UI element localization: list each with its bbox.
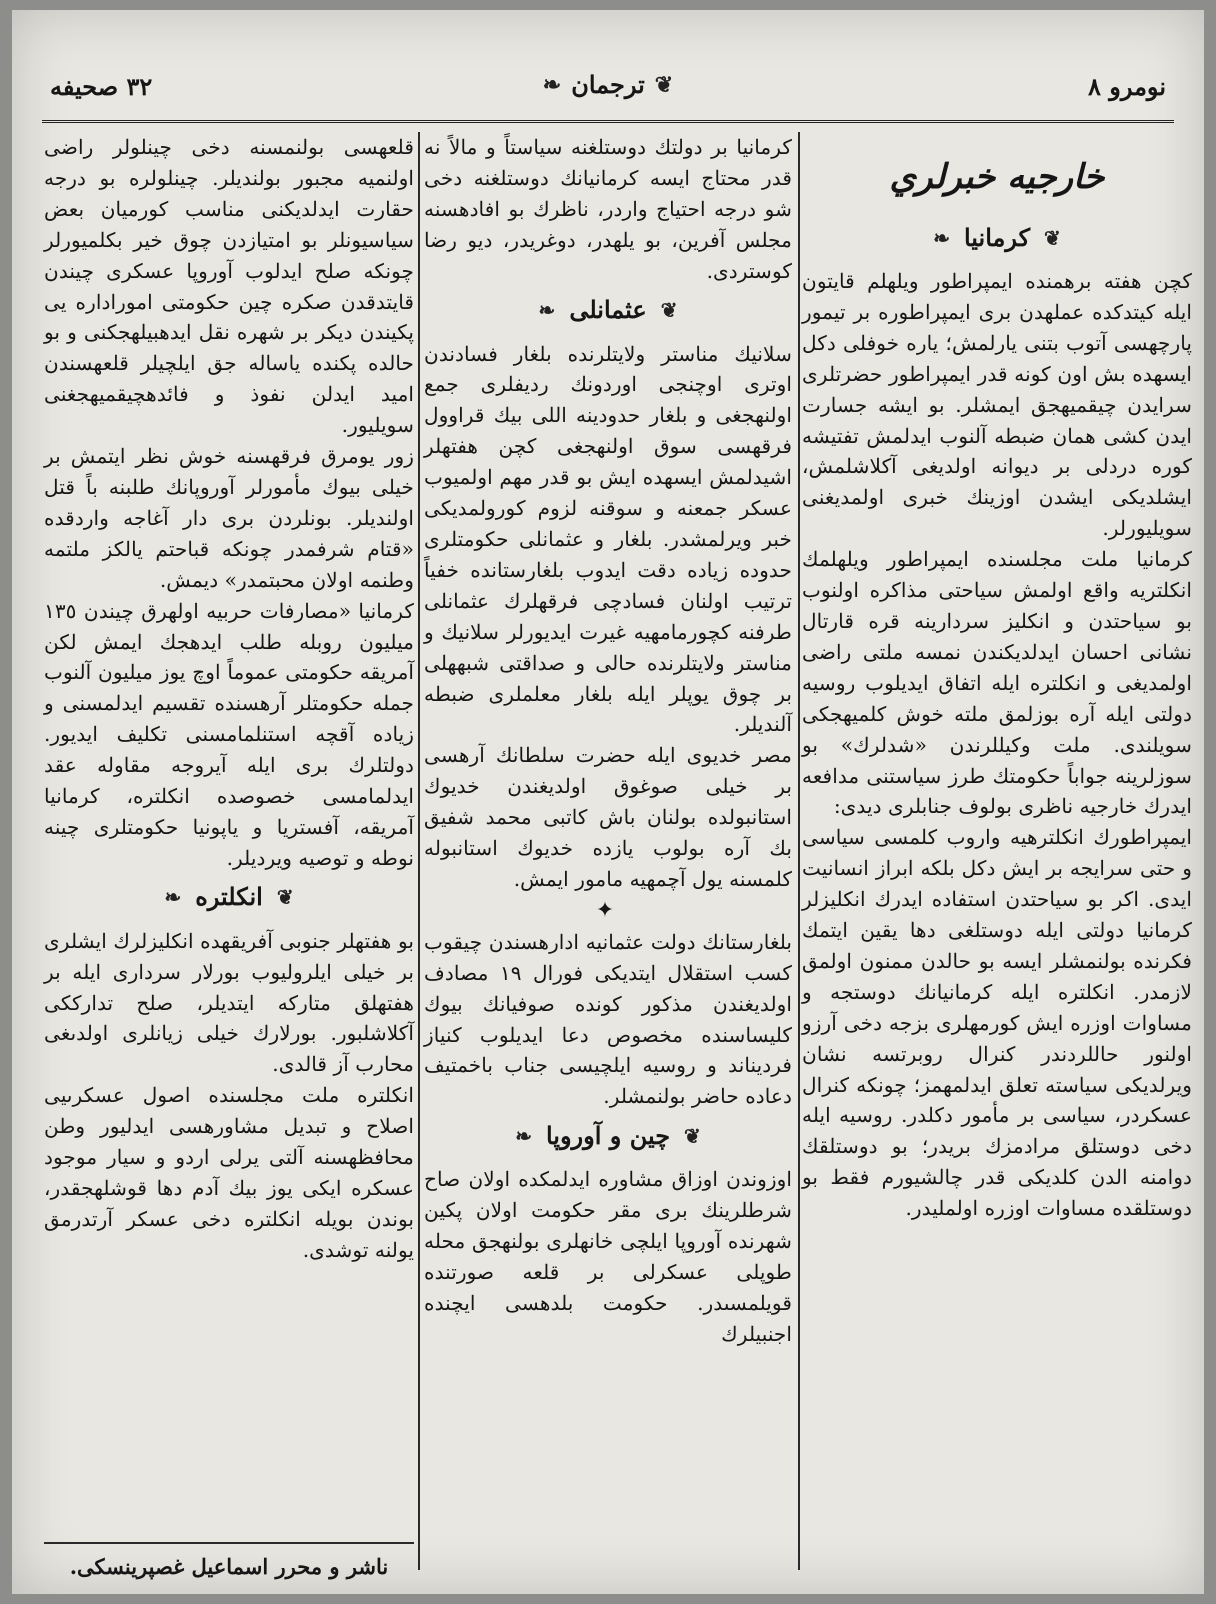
column-right [802,132,1192,1224]
column-middle [424,132,792,1350]
column-divider [418,132,420,1570]
article-paragraph: كچن هفته برهمنده ايمپراطور ويلهلم قايتون ايله كيتدكده عملهدن برى ايمپراطوره بر تيمور پارچهسى آتوب بتنى يارلمش؛ ياره خوفلى دكل ايسهده بش اون كونه قدر ايمپراطور حضرتلرى سرايدن چيقميهجق ايمشلر. بو ايشه جسارت ايدن كشى همان ضبطه آلنوب ايدلمش تفتيشه كوره دردلى بر ديوانه اولديغى آكلاشلمش، ايشلديكى ايشدن اوزينك خبرى اولمديغنى سويليورلر. [802,269,1192,541]
section-heading-china [424,1114,792,1158]
section-heading-germany [802,216,1192,260]
publisher-line: ناشر و محرر اسماعيل غصپرينسكى. [44,1542,414,1579]
section-heading-label: كرمانيا [963,222,1031,252]
section-heading-label: انكلتره [195,882,263,912]
article-paragraph: قلعهسى بولنمسنه دخى چينلولر راضى اولنميه مجبور بولنديلر. چينلولره بو درجه حقارت ايدلديكنى مناسب كورميان بعض سياسيونلر بو امتيازدن چوق خير بكلميورلر چونكه صلح ايدلوب آوروپا عسكرى چيندن قايتدقدن صكره چين حكومتى اموراداره يى پكيندن ديكر بر شهره نقل ايدهبيلهجكنى و بو حالده پكنده ياساله جق ايلچيلر قلعهسندن اميد ايدلن نفوذ و فائدهچيقميهجغنى سويليور. [44,135,414,438]
ornament-icon: ❧ [164,885,182,910]
ornament-icon: ❦ [660,298,678,323]
issue-number: نومرو ٨ [1087,72,1166,101]
section-heading-label: عثمانلى [569,295,647,325]
article-paragraph: مصر خديوى ايله حضرت سلطانك آرهسى بر خيلى صوغوق اولديغندن خديوك استانبولده بولنان باش كاتبى محمد شفيق بك آره بولوب يازده خديوك استانبوله كلمسنه يول آچمهيه مامور ايمش. [424,743,792,891]
separator-ornament: ✦ [595,897,621,923]
section-heading-england [44,876,414,920]
ornament-icon: ❧ [542,71,562,98]
article-paragraph: سلانيك مناستر ولايتلرنده بلغار فسادندن اوترى اوچنجى اوردونك رديفلرى جمع اولنهجغى و بلغار حدودينه اللى بيك قراوول فرقهسى سوق اولنهجغى كچن هفتهلر اشيدلمش ايسهده ايش بو قدر مهم اولميوب عسكر جمعنه و سوقنه لزوم كورولمديكى خبر ويرلمشدر. بلغار و عثمانلى حكومتلرى حدوده زياده دقت ايدوب بلغارستانده خفياً ترتيب اولنان فسادچى فرقهلرك عثمانلى طرفنه كچورمامهيه غيرت ايديورلر سلانيك و مناستر ولايتلرنده حالى و صداقتى شبههلى بر چوق يوپلر ايله بلغار معلملرى ضبطه آلنديلر. [424,341,792,737]
column-divider [798,132,800,1570]
article-paragraph: بو هفتهلر جنوبى آفريقهده انكليزلرك ايشلرى بر خيلى ايلروليوب بورلار سردارى ايله بر هفتهلق متاركه ايتديلر، صلح تدارككى آكلاشلبور. بورلارك خيلى زيانلرى اولدىغى محارب آز قالدى. [44,928,414,1077]
ornament-icon: ❦ [1044,225,1061,250]
article-paragraph: كرمانيا ملت مجلسنده ايمپراطور ويلهلمك انكلتريه واقع اولمش سياحتى مذاكره اولنوب بو سياحتدن و انكليز سردارينه قره قارتال نشانى احسان ايدلديكندن نمسه ملتى راضى اولمديغى و انكلتره ايله اتفاق ايديلوب روسيه دولتى ايله آره بوزلمق ملته خوش كلميهجكى سويلندى. ملت وكيللرندن «شدلرك» بو سوزلرينه جواباً حكومتك طرز سياستنى مدافعه ايدرك خارجيه ناظرى بولوف جنابلرى ديدى: [802,547,1192,819]
newspaper-name: ترجمان [571,70,645,99]
article-paragraph: انكلتره ملت مجلسنده اصول عسكرىيى اصلاح و تبديل مشاورهسى ايدليور وطن محافظهسنه آلتى يرلى اردو و سيار موجود عسكره ايكى يوز بيك آدم دها قوشلهجقدر، بوندن بويله انكلتره دخى عسكر آرتدرمق يولنه توشدى. [44,1083,414,1262]
article-paragraph: بلغارستانك دولت عثمانيه ادارهسندن چيقوب كسب استقلال ايتديكى فورال ١٩ مصادف اولديغندن مذكور كونده صوفيانك بيوك كليساسنده مخصوص دعا ايديلوب كنياز فرديناند و روسيه ايلچيسى جناب باخمتيف دعاده حاضر بولنمشلر. [424,929,792,1109]
ornament-icon: ❦ [276,885,294,910]
masthead [40,62,1176,116]
ornament-icon: ❧ [538,298,556,323]
page-number: ٣٢ صحيفه [50,72,153,101]
article-paragraph: زور يومرق فرقهسنه خوش نظر ايتمش بر خيلى بيوك مأمورلر آوروپانك طلبنه باً قتل اولنديلر. بونلردن برى دار آغاجه واردقده «قتام شرفمدر چونكه قباحتم يالكز ملتمه وطنمه اولان محبتمدر» ديمش. [44,444,414,592]
ornament-icon: ❧ [515,1123,532,1148]
section-heading-label: چين و آوروپا [545,1120,671,1150]
article-paragraph: ايمپراطورك انكلترهيه واروب كلمسى سياسى و حتى سرايجه بر ايش دكل بلكه ابراز انسانيت ايدى. اكر بو سياحتدن استفاده ايدرك انكليزلر كرمانيا دولتى ايله دوستلغى دها يقين ايتمك فكرنده بولنمشلر ايسه بو حالدن ممنون اولمق لازمدر. انكلتره ايله كرمانيانك دوستجه و مساوات اوزره ايش كورمهلرى بزجه دخى آرزو اولنور حاللردندر كنرال روبرتسه نشان ويرلديكى سياسته تعلق ايدلمهمز؛ چونكه كنرال عسكردر، سياسى بر مأمور دكلدر. روسيه ايله دخى دوستلق مرادمزك بريدر؛ بو دوستلقك دوامنه الدن كلديكى قدر چالشيورم فقط بو دوستلقده مساوات اوزره اولمليدر. [802,825,1192,1221]
newspaper-page [12,10,1204,1594]
ornament-icon: ❦ [684,1123,701,1148]
newspaper-title [543,70,673,99]
section-title-foreign-news: خارجيه خبرلري [889,157,1105,197]
article-paragraph: كرمانيا «مصارفات حربيه اولهرق چيندن ١٣٥ ميليون روبله طلب ايدهجك ايمش لكن آمريقه حكومتى عموماً اوچ يوز ميليون آلنوب جمله حكومتلر آرهسنده تقسيم ايدلمسنى و زياده آقچه استنلمامسنى تكليف ايديور. دولتلرك برى ايله آيروجه مقاوله عقد ايدلمامسى خصوصده انكلتره، كرمانيا آمريقه، آفستريا و ياپونيا حكومتلرى چينه نوطه و توصيه ويرديلر. [44,598,414,870]
ornament-icon: ❦ [654,71,674,98]
column-left [44,132,414,1266]
ornament-icon: ❧ [933,225,950,250]
header-divider [42,120,1174,123]
article-paragraph: اوزوندن اوزاق مشاوره ايدلمكده اولان صاح شرطلرينك برى مقر حكومت اولان پكين شهرنده آوروپا ايلچى خانهلرى بولنهجق محله طوپلى عسكرلى بر قلعه صورتنده قويلمسىدر. حكومت بلدهسى ايچنده اجنبيلرك [424,1167,792,1346]
article-paragraph: كرمانيا بر دولتك دوستلغنه سياستاً و مالاً نه قدر محتاج ايسه كرمانيانك دوستلغنه دخى شو درجه احتياج واردر، ناظرك بو افادهسنه مجلس آفرين، بو يلهدر، دوغريدر، ديو رضا كوستردى. [424,135,792,283]
section-heading-ottoman [424,289,792,333]
